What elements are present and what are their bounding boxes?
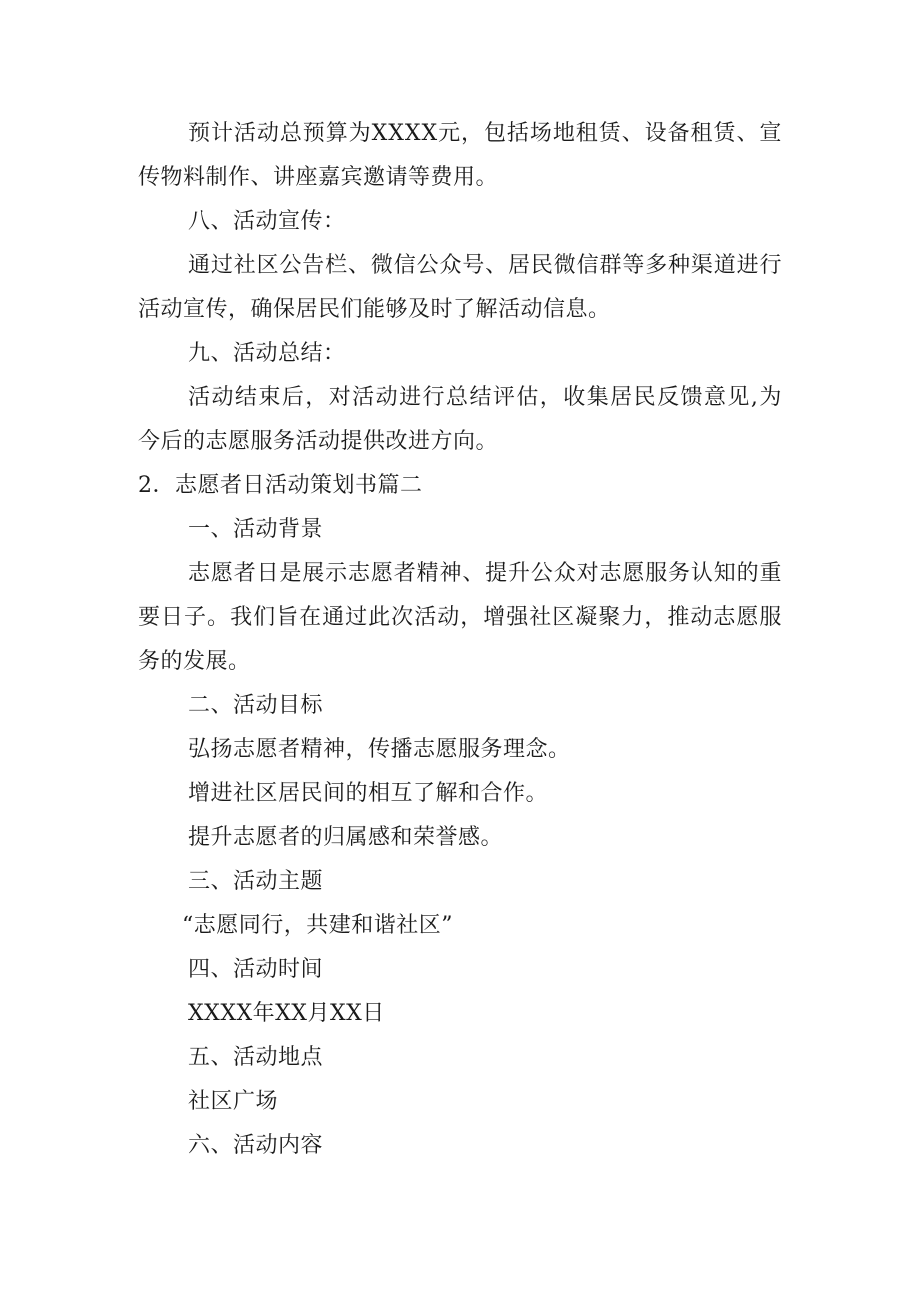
paragraph-budget-line-2: 传物料制作、讲座嘉宾邀请等费用。 bbox=[138, 165, 499, 190]
goal-item: 增进社区居民间的相互了解和合作。 bbox=[188, 781, 549, 806]
goal-item: 弘扬志愿者精神，传播志愿服务理念。 bbox=[188, 737, 571, 762]
paragraph-background-line-1: 志 愿 者 日 是 展 示 志 愿 者 精 神 、 提 升 公 众 对 志 愿 服 务 认 知 的 重 bbox=[188, 561, 782, 586]
goal-item: 提升志愿者的归属感和荣誉感。 bbox=[188, 825, 504, 850]
heading-goals: 二、活动目标 bbox=[188, 693, 324, 718]
heading-background: 一、活动背景 bbox=[188, 517, 324, 542]
paragraph-promo-line-2: 活动宣传，确保居民们能够及时了解活动信息。 bbox=[138, 297, 611, 322]
paragraph-promo-line-1: 通 过 社 区 公 告 栏 、 微 信 公 众 号 、 居 民 微 信 群 等 多 种 渠 道 进 行 bbox=[188, 253, 782, 278]
heading-activity-promotion: 八、活动宣传： bbox=[188, 209, 346, 234]
heading-content: 六、活动内容 bbox=[188, 1133, 324, 1158]
paragraph-summary-line-1: 活 动 结 束 后 ， 对 活 动 进 行 总 结 评 估 ， 收 集 居 民 反 馈 意 见 , 为 bbox=[188, 385, 782, 410]
heading-theme: 三、活动主题 bbox=[188, 869, 324, 894]
heading-time: 四、活动时间 bbox=[188, 957, 324, 982]
theme-text: “志愿同行，共建和谐社区” bbox=[182, 913, 453, 938]
paragraph-summary-line-2: 今后的志愿服务活动提供改进方向。 bbox=[138, 429, 499, 454]
paragraph-background-line-2: 要 日 子 。 我 们 旨 在 通 过 此 次 活 动 ， 增 强 社 区 凝 聚 力 ， 推 动 志 愿 服 bbox=[138, 605, 782, 630]
paragraph-budget-line-1: 预 计 活 动 总 预 算 为 X X X X 元 ， 包 括 场 地 租 赁 、 设 备 租 赁 、 宣 bbox=[188, 121, 782, 146]
section-2-title: 2．志愿者日活动策划书篇二 bbox=[138, 473, 423, 498]
date-text: XXXX年XX月XX日 bbox=[188, 1001, 385, 1026]
heading-activity-summary: 九、活动总结： bbox=[188, 341, 346, 366]
location-text: 社区广场 bbox=[188, 1089, 279, 1114]
heading-location: 五、活动地点 bbox=[188, 1045, 324, 1070]
paragraph-background-line-3: 务的发展。 bbox=[138, 649, 251, 674]
